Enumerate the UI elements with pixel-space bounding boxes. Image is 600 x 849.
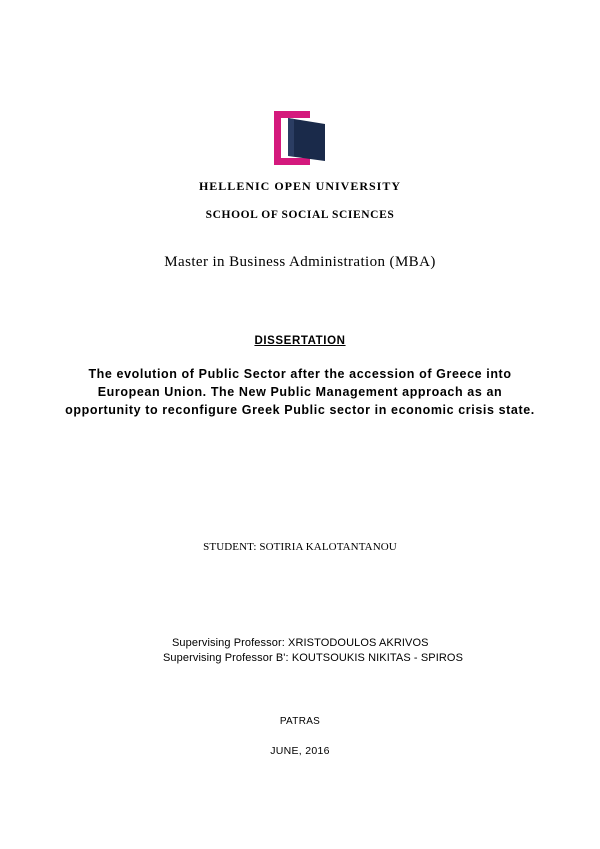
university-name: HELLENIC OPEN UNIVERSITY [198, 179, 402, 193]
document-type: DISSERTATION [254, 335, 346, 347]
supervisor-name: XRISTODOULOS AKRIVOS [288, 637, 429, 649]
place: PATRAS [279, 716, 321, 727]
date: JUNE, 2016 [270, 745, 330, 757]
supervisor-secondary [163, 652, 463, 664]
supervisor-label: Supervising Professor B': [163, 652, 289, 664]
degree-title: Master in Business Administration (MBA) [164, 254, 436, 270]
dissertation-title: The evolution of Public Sector after the accession of Greece into European Union. The New Public Management approach as an opportunity to reconfigure Greek Public sector in economic crisis state. [65, 367, 535, 417]
school-name: SCHOOL OF SOCIAL SCIENCES [205, 209, 395, 221]
supervisor-primary [172, 637, 429, 649]
university-logo-icon [272, 109, 328, 167]
supervisor-label: Supervising Professor: [172, 637, 285, 649]
supervisor-name: KOUTSOUKIS NIKITAS - SPIROS [291, 652, 464, 664]
student-name: STUDENT: SOTIRIA KALOTANTANOU [203, 541, 397, 553]
